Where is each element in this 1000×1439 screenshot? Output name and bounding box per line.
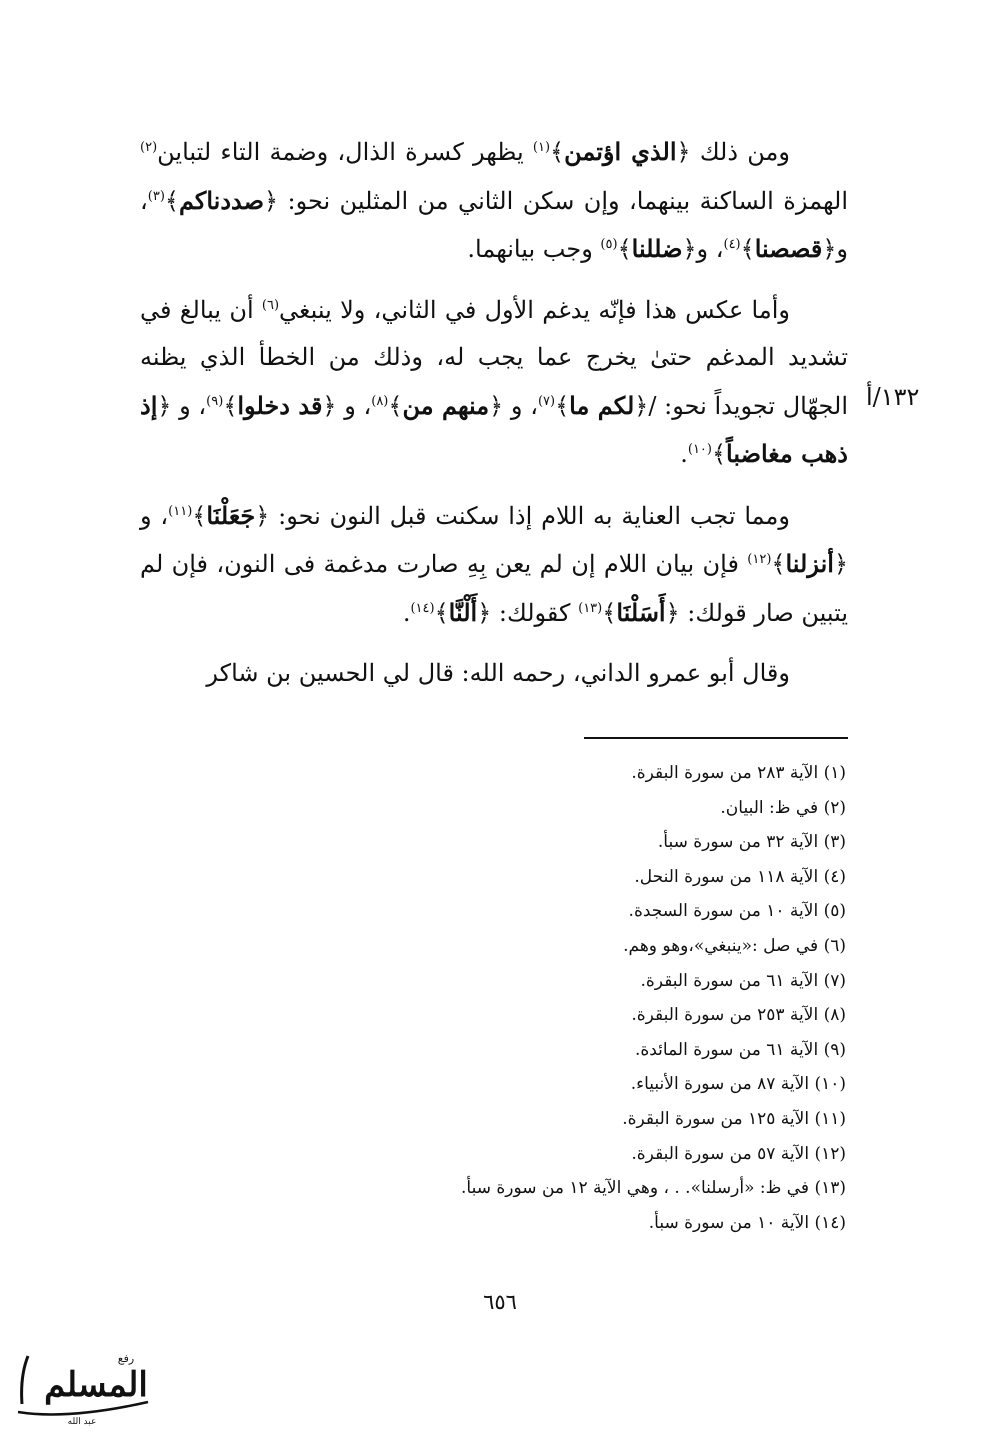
quran-bracket-close-icon: ﴾	[434, 598, 449, 627]
footnote-ref: (٦)	[261, 297, 280, 313]
quran-bracket-open-icon: ﴿	[665, 598, 680, 627]
paragraph-4: وقال أبو عمرو الداني، رحمه الله: قال لي الحسين بن شاكر	[206, 659, 790, 687]
paragraph-1	[140, 128, 848, 274]
footnotes	[300, 756, 846, 1240]
footnote-11: (١١) الآية ١٢٥ من سورة البقرة.	[622, 1108, 846, 1129]
quran-bracket-close-icon: ﴾	[388, 391, 403, 420]
footnote-10: (١٠) الآية ٨٧ من سورة الأنبياء.	[630, 1074, 846, 1095]
quran-bracket-open-icon: ﴿	[682, 235, 697, 263]
text-span: يظهر كسرة الذال، وضمة التاء لتباين	[157, 138, 533, 166]
quran-bracket-open-icon: ﴿	[322, 391, 337, 420]
footnote-ref: (٧)	[537, 393, 556, 409]
quran-quote: جَعَلْنَا	[206, 500, 256, 530]
footnote-ref: (٣)	[147, 188, 165, 204]
logo-small-text: رفع	[117, 1352, 135, 1365]
footnote-ref: (١٣)	[578, 600, 603, 616]
text-span: ومما تجب العناية به اللام إذا سكنت قبل النون نحو:	[269, 501, 791, 530]
quran-bracket-close-icon: ﴾	[164, 186, 179, 215]
text-span: وأما عكس هذا فإنّه يدغم الأول في الثاني، ولا ينبغي	[279, 295, 790, 324]
quran-quote: قصصنا	[754, 234, 823, 263]
main-text	[140, 128, 848, 698]
quran-quote: الذي اؤتمن	[564, 137, 677, 166]
footnote-2: (٢) في ظ: البيان.	[720, 797, 846, 818]
quran-bracket-close-icon: ﴾	[711, 440, 727, 468]
quran-bracket-open-icon: ﴿	[822, 235, 837, 263]
quran-bracket-close-icon: ﴾	[223, 391, 238, 420]
footnote-ref: (١٤)	[410, 600, 435, 616]
page-number: ٦٥٦	[483, 1290, 517, 1314]
quran-bracket-open-icon: ﴿	[157, 391, 172, 420]
quran-quote: ضللنا	[631, 234, 683, 263]
footnote-8: (٨) الآية ٢٥٣ من سورة البقرة.	[631, 1005, 846, 1026]
paragraph-3	[140, 492, 848, 638]
footnote-3: (٣) الآية ٣٢ من سورة سبأ.	[657, 832, 846, 853]
quran-quote: صددناكم	[178, 185, 265, 215]
text-span: ، و	[140, 186, 848, 263]
footnote-14: (١٤) الآية ١٠ من سورة سبأ.	[648, 1212, 846, 1233]
footnote-7: (٧) الآية ٦١ من سورة البقرة.	[640, 970, 846, 991]
text-span: وجب بيانهما.	[467, 235, 601, 263]
quran-bracket-open-icon: ﴿	[676, 138, 691, 166]
quran-bracket-open-icon: ﴿	[833, 550, 848, 578]
quran-bracket-close-icon: ﴾	[550, 138, 565, 166]
text-span: ، و	[336, 391, 372, 420]
margin-folio-note: ١٣٢/أ	[866, 383, 920, 411]
footnote-5: (٥) الآية ١٠ من سورة السجدة.	[628, 901, 846, 922]
quran-bracket-close-icon: ﴾	[555, 391, 570, 420]
text-span: ، و	[140, 501, 169, 530]
footnote-ref: (١١)	[168, 503, 193, 519]
quran-quote: إذ ذهب مغاضباً	[140, 390, 848, 468]
footnote-ref: (٤)	[723, 237, 741, 252]
publisher-logo	[8, 1346, 158, 1426]
text-span: ، و	[171, 391, 207, 420]
text-span: ، و	[503, 391, 538, 420]
text-span: أن يبالغ في تشديد المدغم حتىٰ يخرج عما يجب له، وذلك من الخطأ الذي يظنه الجهّال تجويداً نحو: /	[140, 295, 849, 420]
paragraph-2	[140, 287, 848, 479]
footnote-ref: (٩)	[206, 393, 224, 409]
footnote-9: (٩) الآية ٦١ من سورة المائدة.	[634, 1039, 846, 1060]
quran-bracket-open-icon: ﴿	[489, 391, 504, 420]
quran-bracket-open-icon: ﴿	[477, 598, 492, 627]
text-span: كقولك:	[491, 598, 579, 627]
quran-quote: لكم ما	[569, 390, 635, 420]
logo-main-text: المسلم	[44, 1365, 148, 1405]
quran-bracket-close-icon: ﴾	[617, 235, 632, 263]
footnote-13: (١٣) في ظ: «أرسلنا». . ، وهي الآية ١٢ من سورة سبأ.	[461, 1178, 846, 1199]
footnote-ref: (١٢)	[747, 552, 772, 567]
text-span: ومن ذلك	[690, 138, 791, 166]
quran-bracket-close-icon: ﴾	[771, 550, 786, 578]
quran-quote: منهم من	[402, 390, 490, 420]
text-span: .	[680, 440, 688, 468]
quran-quote: أَلْنَّا	[448, 597, 478, 627]
footnote-ref: (١٠)	[687, 442, 712, 457]
footnote-ref: (١)	[532, 140, 551, 155]
quran-quote: أَسَلْنَا	[616, 597, 666, 627]
quran-bracket-close-icon: ﴾	[192, 501, 207, 530]
footnote-4: (٤) الآية ١١٨ من سورة النحل.	[634, 866, 846, 887]
quran-bracket-close-icon: ﴾	[740, 235, 755, 263]
quran-bracket-open-icon: ﴿	[264, 186, 279, 215]
footnote-divider	[584, 737, 848, 739]
footnote-ref: (٨)	[371, 393, 389, 409]
footnote-ref: (٢)	[140, 140, 158, 155]
quran-bracket-close-icon: ﴾	[602, 598, 617, 627]
footnote-ref: (٥)	[600, 237, 618, 252]
quran-quote: أنزلنا	[785, 549, 834, 578]
text-span: الهمزة الساكنة بينهما، وإن سكن الثاني من المثلين نحو:	[278, 186, 848, 215]
quran-quote: قد دخلوا	[237, 390, 323, 420]
text-span: .	[402, 598, 411, 627]
logo-caption: عبد الله	[67, 1417, 97, 1426]
footnote-12: (١٢) الآية ٥٧ من سورة البقرة.	[631, 1143, 846, 1164]
text-span: فإن بيان اللام إن لم يعن بِهِ صارت مدغمة فى النون، فإن لم يتبين صار قولك:	[140, 550, 848, 627]
footnote-6: (٦) في صل :«ينبغي»،وهو وهم.	[623, 935, 846, 956]
footnote-1: (١) الآية ٢٨٣ من سورة البقرة.	[631, 763, 846, 783]
text-span: ، و	[696, 235, 724, 263]
quran-bracket-open-icon: ﴿	[255, 501, 270, 530]
quran-bracket-open-icon: ﴿	[634, 391, 649, 420]
